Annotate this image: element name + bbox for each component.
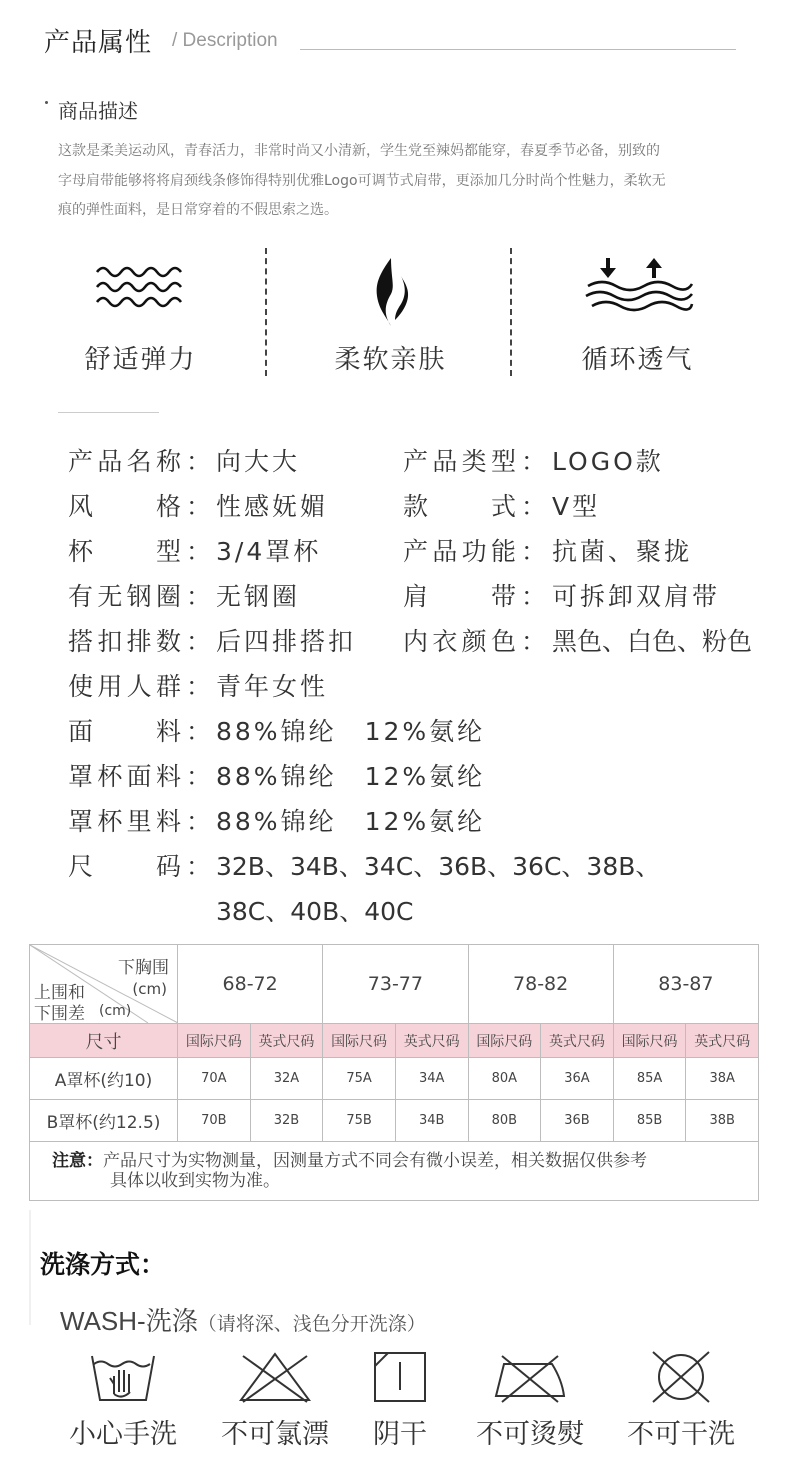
attr-value: 抗菌、聚拢	[552, 537, 693, 566]
row-label: A罩杯(约10)	[30, 1058, 178, 1100]
waves-icon	[93, 254, 189, 318]
care-no-dry-clean	[606, 1350, 756, 1450]
table-cell: 38B	[686, 1100, 759, 1142]
attr-key: 产品类型	[403, 447, 519, 476]
table-cell: 75A	[323, 1058, 396, 1100]
attr-value: LOGO款	[552, 447, 664, 476]
table-row	[30, 1058, 759, 1100]
uk-size-header: 英式尺码	[686, 1024, 759, 1058]
feature-soft	[268, 240, 513, 390]
description-text	[58, 137, 748, 226]
row-label: B罩杯(约12.5)	[30, 1100, 178, 1142]
description-line: 字母肩带能够将将肩颈线条修饰得特别优雅Logo可调节式肩带，更添加几分时尚个性魅力，柔软无	[58, 172, 666, 189]
note-label: 注意：	[52, 1151, 103, 1171]
colon: ：	[186, 807, 215, 836]
care-label: 不可烫熨	[476, 1419, 584, 1450]
hand-wash-icon	[88, 1350, 158, 1404]
flame-icon	[361, 254, 421, 330]
airflow-icon	[578, 254, 698, 318]
table-cell: 34B	[395, 1100, 468, 1142]
attr-value: 88%锦纶 12%氨纶	[216, 762, 486, 791]
attr-key: 肩带	[403, 582, 519, 611]
washing-subtitle	[60, 1301, 426, 1338]
colon: ：	[521, 492, 550, 521]
description-line: 这款是柔美运动风，青春活力，非常时尚又小清新，学生党至辣妈都能穿，春夏季节必备，别致的	[58, 143, 660, 159]
colon: ：	[521, 537, 550, 566]
range-header: 68-72	[178, 945, 323, 1024]
colon: ：	[186, 492, 215, 521]
attr-value: 后四排搭扣	[216, 627, 357, 656]
attr-value: 青年女性	[216, 672, 329, 701]
wash-note: （请将深、浅色分开洗涤）	[197, 1314, 426, 1335]
colon: ：	[521, 627, 550, 656]
dashed-divider	[510, 248, 512, 376]
care-label: 不可氯漂	[221, 1419, 329, 1450]
corner-label: 下胸围	[118, 958, 169, 978]
table-cell: 80A	[468, 1058, 541, 1100]
attr-value: 无钢圈	[216, 582, 301, 611]
table-corner	[30, 945, 178, 1024]
colon: ：	[186, 582, 215, 611]
no-bleach-icon	[237, 1350, 313, 1404]
attr-key: 产品功能	[403, 537, 519, 566]
corner-unit: (cm)	[132, 980, 167, 998]
attr-key: 使用人群	[68, 672, 184, 701]
table-cell: 80B	[468, 1100, 541, 1142]
range-header: 83-87	[613, 945, 758, 1024]
no-iron-icon	[492, 1350, 568, 1404]
table-cell: 36A	[541, 1058, 614, 1100]
feature-breathable	[515, 240, 760, 390]
feature-elastic	[18, 240, 263, 390]
note-text: 具体以收到实物为准。	[110, 1171, 280, 1191]
table-cell: 75B	[323, 1100, 396, 1142]
colon: ：	[186, 717, 215, 746]
attr-key: 风格	[68, 492, 184, 521]
care-label: 不可干洗	[627, 1419, 735, 1450]
uk-size-header: 英式尺码	[541, 1024, 614, 1058]
intl-size-header: 国际尺码	[323, 1024, 396, 1058]
table-cell: 70B	[178, 1100, 251, 1142]
table-cell: 36B	[541, 1100, 614, 1142]
colon: ：	[521, 582, 550, 611]
attr-key: 产品名称	[68, 447, 184, 476]
table-cell: 32B	[250, 1100, 323, 1142]
attr-key: 面料	[68, 717, 184, 746]
range-header: 73-77	[323, 945, 468, 1024]
corner-label: 下围差	[34, 1004, 85, 1024]
dashed-divider	[265, 248, 267, 376]
colon: ：	[186, 447, 215, 476]
attr-key: 款式	[403, 492, 519, 521]
size-table	[29, 944, 759, 1201]
size-label: 尺寸	[30, 1024, 178, 1058]
no-dry-clean-icon	[645, 1350, 717, 1404]
section-divider	[58, 412, 159, 413]
attr-value: 性感妩媚	[216, 492, 329, 521]
attr-value: 38C、40B、40C	[216, 897, 414, 926]
table-cell: 85A	[613, 1058, 686, 1100]
colon: ：	[186, 537, 215, 566]
note-text: 产品尺寸为实物测量，因测量方式不同会有微小误差，相关数据仅供参考	[103, 1151, 647, 1171]
page-subtitle: / Description	[172, 30, 278, 51]
attr-key: 罩杯面料	[68, 762, 184, 791]
uk-size-header: 英式尺码	[395, 1024, 468, 1058]
care-no-iron	[455, 1350, 605, 1450]
attr-value: V型	[552, 492, 601, 521]
table-cell: 85B	[613, 1100, 686, 1142]
attribute-list	[68, 442, 768, 932]
table-cell: 34A	[395, 1058, 468, 1100]
colon: ：	[186, 762, 215, 791]
attr-key: 杯型	[68, 537, 184, 566]
colon: ：	[186, 627, 215, 656]
colon: ：	[521, 447, 550, 476]
washing-title: 洗涤方式：	[40, 1250, 166, 1279]
feature-label: 循环透气	[581, 345, 694, 375]
header-divider	[300, 49, 736, 50]
care-label: 阴干	[373, 1419, 427, 1450]
corner-label: 上围和	[34, 983, 85, 1003]
table-note	[30, 1142, 759, 1201]
attr-key: 罩杯里料	[68, 807, 184, 836]
table-cell: 70A	[178, 1058, 251, 1100]
range-header: 78-82	[468, 945, 613, 1024]
page-title: 产品属性	[44, 28, 153, 58]
attr-value: 32B、34B、34C、36B、36C、38B、	[216, 852, 661, 881]
attr-key: 尺码	[68, 852, 184, 881]
intl-size-header: 国际尺码	[613, 1024, 686, 1058]
wash-label: WASH-洗涤	[60, 1306, 198, 1336]
attr-key: 有无钢圈	[68, 582, 184, 611]
attr-value: 88%锦纶 12%氨纶	[216, 717, 486, 746]
feature-label: 舒适弹力	[84, 345, 197, 375]
care-shade-dry	[325, 1350, 475, 1450]
table-row	[30, 1100, 759, 1142]
corner-unit: (cm)	[99, 1003, 132, 1019]
description-title: 商品描述	[58, 99, 138, 123]
colon: ：	[186, 852, 215, 881]
section-edge	[29, 1210, 31, 1325]
description-line: 痕的弹性面料，是日常穿着的不假思索之选。	[58, 202, 338, 218]
attr-value: 88%锦纶 12%氨纶	[216, 807, 486, 836]
table-cell: 32A	[250, 1058, 323, 1100]
shade-dry-icon	[372, 1350, 428, 1404]
intl-size-header: 国际尺码	[178, 1024, 251, 1058]
attr-value: 黑色、白色、粉色	[552, 627, 753, 656]
attr-value: 向大大	[216, 447, 301, 476]
attr-value: 3/4罩杯	[216, 537, 322, 566]
attr-value: 可拆卸双肩带	[552, 582, 721, 611]
care-label: 小心手洗	[69, 1419, 177, 1450]
feature-label: 柔软亲肤	[334, 345, 447, 375]
uk-size-header: 英式尺码	[250, 1024, 323, 1058]
colon: ：	[186, 672, 215, 701]
attr-key: 搭扣排数	[68, 627, 184, 656]
bullet-dot	[45, 101, 48, 104]
table-cell: 38A	[686, 1058, 759, 1100]
attr-key: 内衣颜色	[403, 627, 519, 656]
care-hand-wash	[48, 1350, 198, 1450]
intl-size-header: 国际尺码	[468, 1024, 541, 1058]
